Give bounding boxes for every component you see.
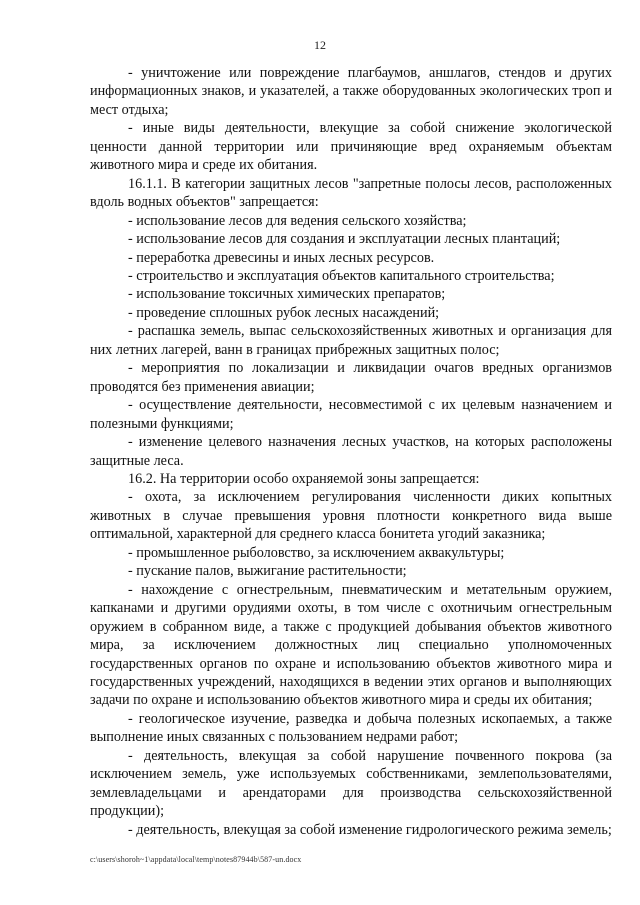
paragraph: - проведение сплошных рубок лесных насаждений; — [128, 304, 440, 321]
paragraph: - нахождение с огнестрельным, пневматическим и метательным оружием, капканами и другими орудиями охоты, в том числе с охотничьим огнестрельным оружием в собранном виде, а также с продукцией добывания объектов животного мира, за исключением должностных лиц специально уполномоченных государственных органов по охране и использованию объектов животного мира и государственных учреждений, находящихся в ведении этих органов и выполняющих задачи по охране и использованию объектов животного мира и среды их обитания; — [90, 581, 612, 709]
page-number: 12 — [314, 38, 326, 52]
paragraph: - использование лесов для создания и эксплуатации лесных плантаций; — [128, 231, 561, 248]
document-body — [90, 64, 612, 839]
paragraph: - использование лесов для ведения сельского хозяйства; — [128, 212, 467, 229]
paragraph: - использование токсичных химических препаратов; — [128, 286, 446, 303]
paragraph: - осуществление деятельности, несовместимой с их целевым назначением и полезными функциями; — [90, 397, 612, 432]
footer-file-path: c:\users\shoroh~1\appdata\local\temp\notes87944b\587-un.docx — [90, 855, 302, 864]
paragraph: - охота, за исключением регулирования численности диких копытных животных в случае превышения уровня плотности конкретного вида выше оптимальной, характерной для среднего класса бонитета угодий заказника; — [90, 489, 612, 543]
paragraph: - геологическое изучение, разведка и добыча полезных ископаемых, а также выполнение иных связанных с пользованием недрами работ; — [90, 710, 612, 746]
paragraph: 16.1.1. В категории защитных лесов "запретные полосы лесов, расположенных вдоль водных объектов" запрещается: — [90, 175, 612, 211]
paragraph: - пускание палов, выжигание растительности; — [128, 563, 407, 580]
paragraph: - изменение целевого назначения лесных участков, на которых расположены защитные леса. — [90, 434, 612, 469]
paragraph: - деятельность, влекущая за собой изменение гидрологического режима земель; — [128, 821, 612, 838]
paragraph: - деятельность, влекущая за собой нарушение почвенного покрова (за исключением земель, уже используемых собственниками, землепользователями, землевладельцами и арендаторами для производства сельскохозяйственной продукции); — [90, 747, 612, 820]
paragraph: - мероприятия по локализации и ликвидации очагов вредных организмов проводятся без применения авиации; — [90, 360, 612, 395]
paragraph: - уничтожение или повреждение плагбаумов, аншлагов, стендов и других информационных знаков, и указателей, а также оборудованных экологических троп и мест отдыха; — [90, 65, 612, 118]
paragraph: - промышленное рыболовство, за исключением аквакультуры; — [128, 544, 505, 561]
paragraph: 16.2. На территории особо охраняемой зоны запрещается: — [128, 470, 480, 487]
paragraph: - иные виды деятельности, влекущие за собой снижение экологической ценности данной территории или причиняющие вред охраняемым объектам животного мира и среде их обитания. — [90, 120, 612, 174]
paragraph: - строительство и эксплуатация объектов капитального строительства; — [128, 267, 555, 284]
paragraph: - переработка древесины и иных лесных ресурсов. — [128, 249, 435, 266]
paragraph: - распашка земель, выпас сельскохозяйственных животных и организация для них летних лагерей, ванн в границах прибрежных защитных полос; — [90, 323, 612, 358]
